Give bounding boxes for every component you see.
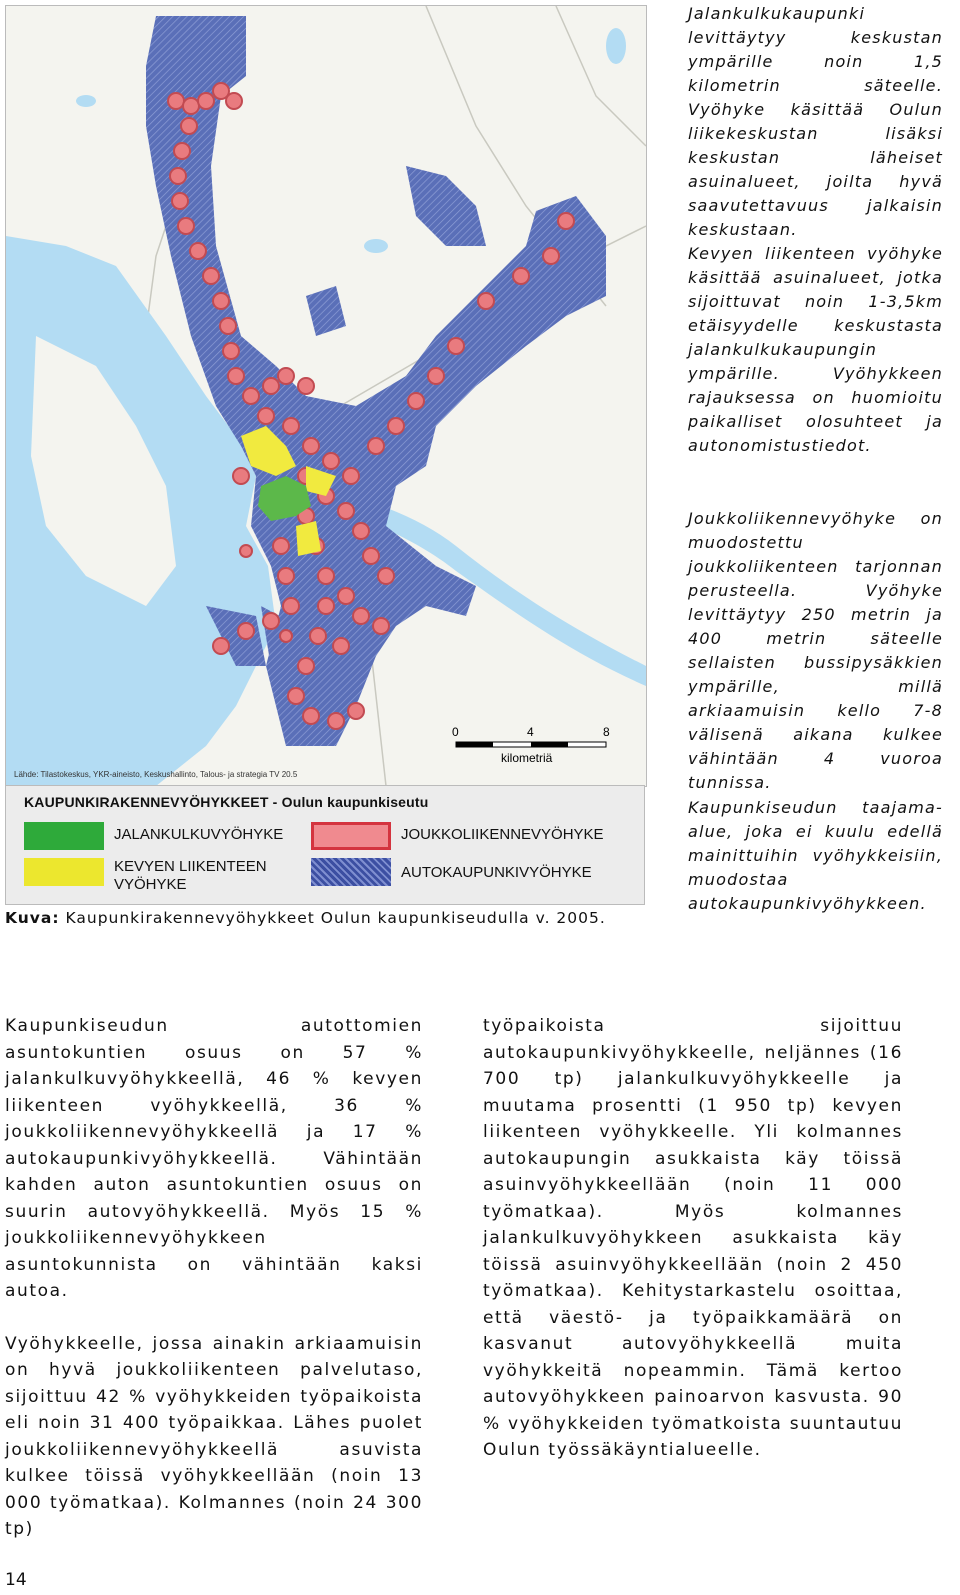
side-note-auto: Kaupunkiseudun taajama-alue, joka ei kuulu edellä mainittuihin vyöhykkeisiin, muodostaa autokaupunkivyöhykkeen. — [688, 798, 943, 913]
legend-label-light-traffic: KEVYEN LIIKENTEEN VYÖHYKE — [114, 858, 267, 893]
map-graphic — [6, 6, 646, 786]
body-left-paragraph-2: Vyöhykkeelle, jossa ainakin arkiaamuisin on hyvä joukkoliikenteen palvelutaso, sijoittuu 42 % vyöhykkeiden työpaikoista eli noin 31 400 työpaikkaa. Lähes puolet joukkoliikennevyöhykkeellä asuvista kulkee töissä vyöhykkeellään (noin 13 000 työmatkaa). Kolmannes (noin 24 300 tp) — [5, 1333, 423, 1539]
side-note-walking: Jalankulkukaupunki levittäytyy keskustan ympärille noin 1,5 kilometrin säteelle. Vyöhyke käsittää Oulun liikekeskustan lisäksi keskustan läheiset asuinalueet, joilta hyvä saavutettavuus jalkaisin keskustaan. — [688, 4, 943, 239]
figure-caption — [5, 907, 645, 930]
map-legend — [5, 785, 645, 905]
map-source-note: Lähde: Tilastokeskus, YKR-aineisto, Keskushallinto, Talous- ja strategia TV 20.5 — [14, 770, 298, 779]
legend-label-transit: JOUKKOLIIKENNEVYÖHYKE — [401, 826, 604, 843]
legend-swatch-walking — [24, 822, 104, 850]
side-note-light-traffic: Kevyen liikenteen vyöhyke käsittää asuinalueet, jotka sijoittuvat noin 1-3,5km etäisyydelle keskustasta jalankulkukaupungin ympärille. Vyöhykkeen rajauksessa on huomioitu paikalliset olosuhteet ja autonomistustiedot. — [688, 244, 943, 455]
page-number: 14 — [5, 1570, 27, 1590]
body-right-paragraph-1: työpaikoista sijoittuu autokaupunkivyöhykkeelle, neljännes (16 700 tp) jalankulkuvyöhykkeelle ja muutama prosentti (1 950 tp) kevyen liikenteen vyöhykkeelle. Yli kolmannes autokaupungin asukkaista käy töissä asuinvyöhykkeellään (noin 11 000 työmatkaa). Myös kolmannes jalankulkuvyöhykkeen asukkaista käy töissä asuinvyöhykkeellään (noin 2 450 työmatkaa). Kehitystarkastelu osoittaa, että väestö- ja työpaikkamäärä on kasvanut autovyöhykkeellä muita vyöhykkeitä nopeammin. Tämä kertoo autovyöhykkeen painoarvon kasvusta. 90 % vyöhykkeiden työmatkoista suuntautuu Oulun työssäkäyntialueelle. — [483, 1016, 903, 1460]
scale-tick-8: 8 — [603, 725, 610, 739]
legend-swatch-transit — [311, 822, 391, 850]
body-left-paragraph-1: Kaupunkiseudun autottomien asuntokuntien osuus on 57 % jalankulkuvyöhykkeellä, 46 % kevyen liikenteen vyöhykkeellä, 36 % joukkoliikennevyöhykkeellä ja 17 % autokaupunkivyöhykkeellä. Vähintään kahden auton asuntokuntien osuus on suurin autovyöhykkeellä. Myös 15 % joukkoliikennevyöhykkeen asuntokunnista on vähintään kaksi autoa. — [5, 1016, 423, 1301]
lake-1 — [364, 239, 388, 253]
scale-unit: kilometriä — [501, 751, 553, 765]
lake-3 — [76, 95, 96, 107]
lake-2 — [606, 28, 626, 64]
body-column-right — [483, 1013, 903, 1490]
caption-text: Kaupunkirakennevyöhykkeet Oulun kaupunkiseudulla v. 2005. — [59, 909, 606, 927]
caption-prefix: Kuva: — [5, 909, 60, 927]
body-column-left — [5, 1013, 423, 1569]
legend-swatch-light-traffic — [24, 858, 104, 886]
legend-swatch-auto — [311, 858, 391, 886]
zone-map — [5, 5, 647, 787]
side-note-transit: Joukkoliikennevyöhyke on muodostettu joukkoliikenteen tarjonnan perusteella. Vyöhyke levittäytyy 250 metrin ja 400 metrin säteelle sellaisten bussipysäkkien ympärille, millä arkiaamuisin kello 7-8 välisenä aikana kulkee vähintään 4 vuoroa tunnissa. — [688, 509, 943, 792]
scale-tick-4: 4 — [527, 725, 534, 739]
legend-label-walking: JALANKULKUVYÖHYKE — [114, 826, 284, 843]
legend-label-auto: AUTOKAUPUNKIVYÖHYKE — [401, 864, 592, 881]
scale-tick-0: 0 — [452, 725, 459, 739]
legend-title: KAUPUNKIRAKENNEVYÖHYKKEET - Oulun kaupunkiseutu — [24, 794, 429, 810]
